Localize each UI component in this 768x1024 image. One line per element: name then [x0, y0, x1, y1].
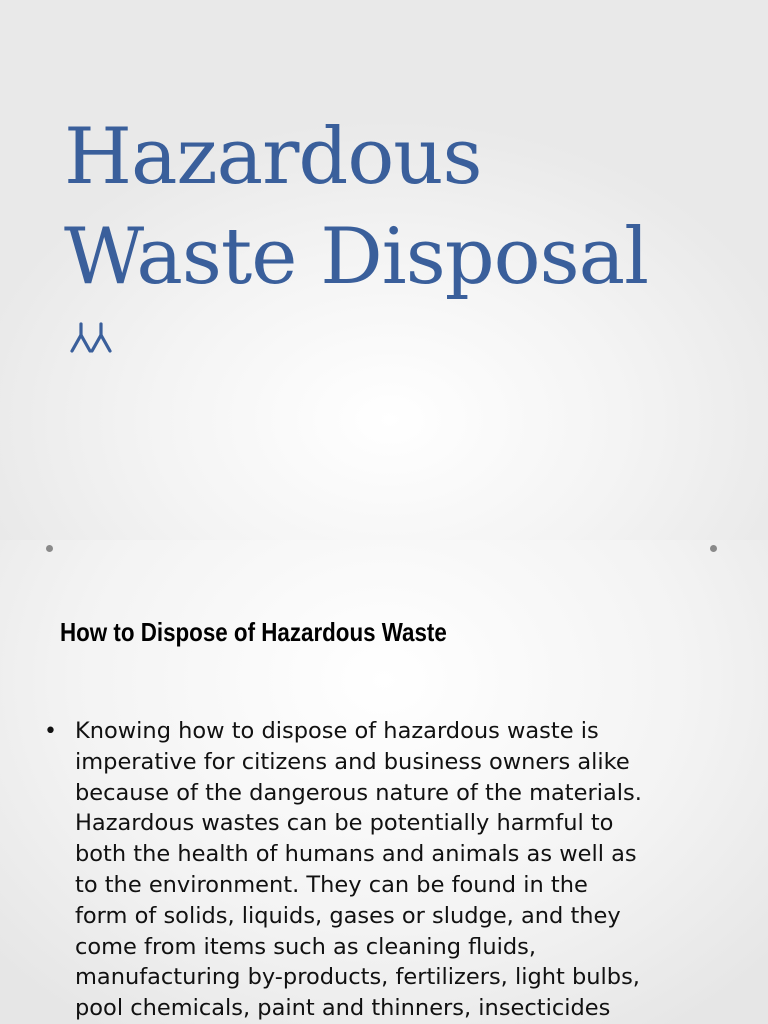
- slide-title-line-1: Hazardous: [64, 112, 482, 202]
- bullet-text-line: manufacturing by-products, fertilizers, light bulbs,: [75, 964, 640, 991]
- bullet-text-line: pool chemicals, paint and thinners, insecticides: [75, 995, 611, 1022]
- double-chevron-glyph-icon: [70, 318, 114, 358]
- slide-title-line-2: Waste Disposal: [64, 212, 649, 302]
- slide-divider-dot-right: [710, 545, 717, 552]
- slide-divider-dot-left: [46, 545, 53, 552]
- bullet-text-line: because of the dangerous nature of the materials.: [75, 779, 642, 806]
- bullet-marker: •: [44, 719, 57, 744]
- bullet-text-line: come from items such as cleaning fluids,: [75, 933, 536, 960]
- bullet-text-line: form of solids, liquids, gases or sludge, and they: [75, 902, 621, 929]
- content-slide: [0, 540, 768, 1024]
- bullet-text-line: Knowing how to dispose of hazardous waste is: [75, 718, 599, 744]
- bullet-text-line: Hazardous wastes can be potentially harmful to: [75, 810, 614, 837]
- bullet-text-line: both the health of humans and animals as well as: [75, 841, 637, 868]
- bullet-text-line: to the environment. They can be found in the: [75, 871, 588, 898]
- slide-heading: How to Dispose of Hazardous Waste: [60, 617, 447, 647]
- bullet-paragraph: [75, 716, 755, 1024]
- bullet-text-line: imperative for citizens and business owners alike: [75, 748, 630, 775]
